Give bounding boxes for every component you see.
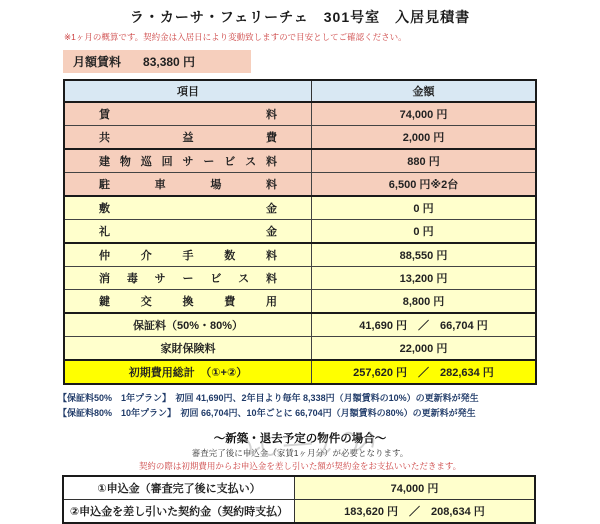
application-label-cell: ②申込金を差し引いた契約金（契約時支払）: [63, 500, 295, 524]
amount-cell: 2,000 円: [312, 126, 537, 150]
item-cell: 敷金: [64, 196, 312, 220]
application-amount-cell: 183,620 円 ／ 208,634 円: [295, 500, 536, 524]
monthly-rent-label: 月額賃料: [73, 55, 122, 69]
amount-cell: 0 円: [312, 196, 537, 220]
application-amount-cell: 74,000 円: [295, 476, 536, 500]
table-row: [64, 313, 536, 337]
item-cell: 共益費: [64, 126, 312, 150]
table-row: [64, 243, 536, 267]
item-cell: 鍵交換費用: [64, 290, 312, 314]
table-row: [64, 360, 536, 384]
table-row: [64, 126, 536, 150]
amount-cell: 880 円: [312, 149, 537, 173]
amount-cell: 8,800 円: [312, 290, 537, 314]
amount-cell: 13,200 円: [312, 267, 537, 290]
table-row: [64, 196, 536, 220]
guarantee-plan-note-50: 【保証料50% 1年プラン】 初回 41,690円、2年目より毎年 8,338円（月額賃料の10%）の更新料が発生: [58, 393, 479, 403]
guarantee-plan-notes: [58, 391, 600, 421]
monthly-rent-box: [63, 50, 251, 73]
item-cell: 初期費用総計 （①+②）: [64, 360, 312, 384]
application-red-note: 契約の際は初期費用からお申込金を差し引いた額が契約金をお支払いいただきます。: [138, 461, 462, 471]
item-cell: 仲介手数料: [64, 243, 312, 267]
table-row: [64, 220, 536, 244]
item-cell: 消毒サービス料: [64, 267, 312, 290]
column-header-item: 項目: [64, 80, 312, 102]
amount-cell: 22,000 円: [312, 337, 537, 361]
item-cell: 賃料: [64, 102, 312, 126]
table-header-row: [64, 80, 536, 102]
estimate-table: [63, 79, 537, 385]
amount-cell: 6,500 円※2台: [312, 173, 537, 197]
amount-cell: 0 円: [312, 220, 537, 244]
monthly-rent-value: 83,380 円: [143, 55, 196, 69]
table-row: [64, 267, 536, 290]
page-title: ラ・カーサ・フェリーチェ 301号室 入居見積書: [129, 9, 471, 25]
table-row: [64, 337, 536, 361]
disclaimer-note: ※1ヶ月の概算です。契約金は入居日により変動致しますので目安としてご確認ください。: [64, 32, 407, 42]
application-note: 審査完了後に申込金（家賃1ヶ月分）が必要となります。: [191, 448, 409, 458]
table-row: [64, 173, 536, 197]
item-cell: 礼金: [64, 220, 312, 244]
application-table: [62, 475, 536, 524]
application-row: [63, 476, 535, 500]
amount-cell: 41,690 円 ／ 66,704 円: [312, 313, 537, 337]
application-section-heading: ～新築・退去予定の物件の場合～: [213, 433, 387, 445]
column-header-amount: 金額: [312, 80, 537, 102]
application-row: [63, 500, 535, 524]
amount-cell: 88,550 円: [312, 243, 537, 267]
amount-cell: 257,620 円 ／ 282,634 円: [312, 360, 537, 384]
item-cell: 建物巡回サービス料: [64, 149, 312, 173]
table-row: [64, 102, 536, 126]
table-row: [64, 149, 536, 173]
application-label-cell: ①申込金（審査完了後に支払い）: [63, 476, 295, 500]
amount-cell: 74,000 円: [312, 102, 537, 126]
item-cell: 家財保険料: [64, 337, 312, 361]
item-cell: 保証料（50%・80%）: [64, 313, 312, 337]
table-row: [64, 290, 536, 314]
guarantee-plan-note-80: 【保証料80% 10年プラン】 初回 66,704円、10年ごとに 66,704円（月額賃料の80%）の更新料が発生: [58, 408, 476, 418]
item-cell: 駐車場料: [64, 173, 312, 197]
